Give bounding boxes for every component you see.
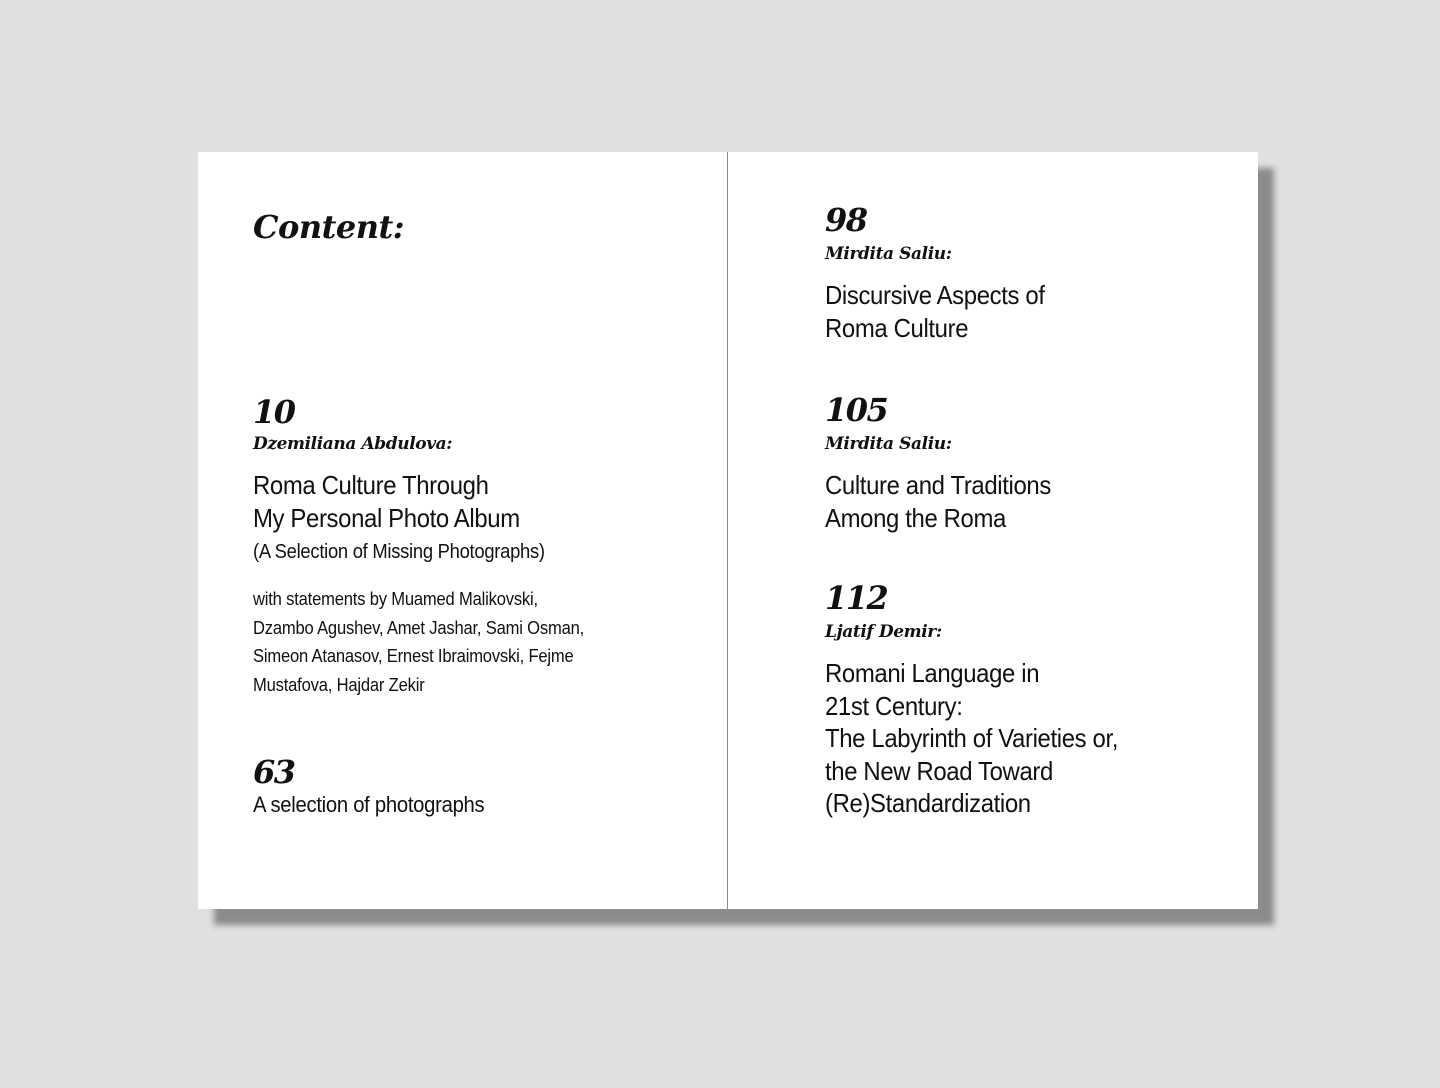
entry-title-line: (Re)Standardization (825, 788, 1031, 818)
entry-title (825, 657, 1118, 820)
entry-page-number: 112 (825, 579, 888, 617)
entry-title-line: Discursive Aspects of (825, 280, 1045, 310)
entry-page-number: 63 (253, 753, 295, 791)
entry-title-line: Among the Roma (825, 502, 1006, 533)
entry-subtitle: (A Selection of Missing Photographs) (253, 541, 545, 563)
statement-line: Mustafova, Hajdar Zekir (253, 674, 425, 695)
entry-title (253, 469, 520, 534)
entry-title-line: Roma Culture Through (253, 470, 489, 500)
statement-line: Simeon Atanasov, Ernest Ibraimovski, Fejme (253, 646, 574, 666)
entry-title-line: The Labyrinth of Varieties or, (825, 723, 1119, 753)
entry-title-line: 21st Century: (825, 690, 963, 721)
entry-title-line: Roma Culture (825, 312, 969, 343)
entry-author: Dzemiliana Abdulova: (253, 434, 453, 454)
entry-title (825, 279, 1045, 344)
entry-title-line: Romani Language in (825, 658, 1040, 688)
entry-author: Ljatif Demir: (825, 622, 942, 642)
entry-title (825, 469, 1051, 534)
entry-title: A selection of photographs (253, 792, 485, 817)
book-spread (198, 152, 1258, 909)
entry-title-line: My Personal Photo Album (253, 502, 520, 533)
entry-page-number: 105 (825, 391, 888, 429)
book-spine (727, 152, 728, 909)
entry-title-line: Culture and Traditions (825, 470, 1051, 500)
entry-title-line: the New Road Toward (825, 755, 1053, 786)
contents-heading: Content: (253, 208, 405, 246)
entry-page-number: 98 (825, 201, 867, 239)
statement-line: with statements by Muamed Malikovski, (253, 589, 538, 609)
statement-line: Dzambo Agushev, Amet Jashar, Sami Osman, (253, 617, 585, 638)
entry-author: Mirdita Saliu: (825, 244, 952, 264)
entry-author: Mirdita Saliu: (825, 434, 952, 454)
entry-statements (253, 585, 584, 699)
entry-page-number: 10 (253, 393, 295, 431)
